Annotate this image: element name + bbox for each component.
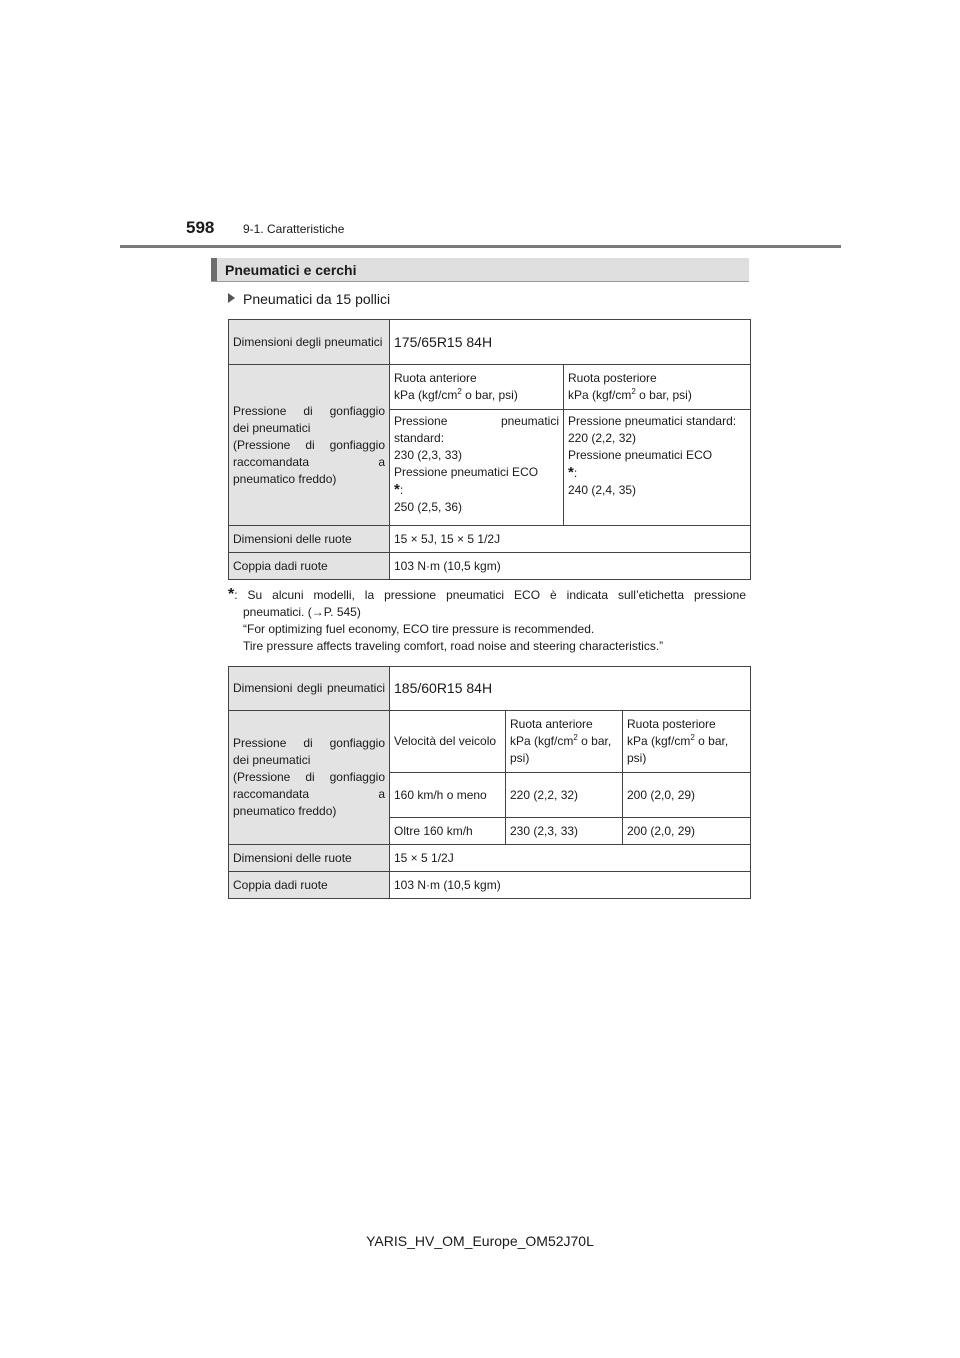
section-title: Pneumatici e cerchi bbox=[225, 262, 357, 278]
chapter-title: 9-1. Caratteristiche bbox=[243, 222, 345, 236]
tire-size-label: Dimensioni degli pneumatici bbox=[229, 320, 390, 365]
tire-spec-table-15in-185 bbox=[228, 666, 751, 899]
table-row bbox=[229, 365, 751, 410]
wheel-size-label: Dimensioni delle ruote bbox=[229, 845, 390, 872]
nut-torque-label: Coppia dadi ruote bbox=[229, 872, 390, 899]
pressure-label: Pressione di gonfiaggio dei pneumatici (Pressione di gonfiaggio raccomandata a pneumatico freddo) bbox=[229, 711, 390, 845]
nut-torque-value: 103 N·m (10,5 kgm) bbox=[390, 553, 751, 580]
rear-pressure-cell: 200 (2,0, 29) bbox=[623, 773, 751, 818]
tire-size-label: Dimensioni degli pneumatici bbox=[229, 667, 390, 711]
header-divider bbox=[120, 245, 841, 248]
front-wheel-header: Ruota anteriore kPa ($kgf/cm^2$ o bar, psi) bbox=[390, 365, 564, 410]
document-footer: YARIS_HV_OM_Europe_OM52J70L bbox=[366, 1233, 594, 1249]
front-pressure-values: Pressione pneumatici standard: 230 (2,3, 33) Pressione pneumatici ECO *: 250 (2,5, 36) bbox=[390, 410, 564, 526]
triangle-bullet-icon bbox=[228, 293, 235, 303]
table-row bbox=[229, 320, 751, 365]
page-number: 598 bbox=[186, 218, 215, 237]
rear-pressure-cell: 200 (2,0, 29) bbox=[623, 818, 751, 845]
subheading bbox=[228, 291, 390, 307]
tire-size-value: 185/60R15 84H bbox=[390, 667, 751, 711]
front-wheel-header: Ruota anteriore kPa ($kgf/cm^2$ o bar, psi) bbox=[506, 711, 623, 773]
rear-pressure-values: Pressione pneumatici standard: 220 (2,2, 32) Pressione pneumatici ECO *: 240 (2,4, 35) bbox=[564, 410, 751, 526]
table-row bbox=[229, 872, 751, 899]
footnote-line-2: pneumatici. (→P. 545) bbox=[243, 605, 361, 619]
speed-cell: Oltre 160 km/h bbox=[390, 818, 506, 845]
footnote-line-4: Tire pressure affects traveling comfort, road noise and steering characteristics.” bbox=[243, 639, 664, 653]
speed-cell: 160 km/h o meno bbox=[390, 773, 506, 818]
table-row bbox=[229, 711, 751, 773]
table-row bbox=[229, 667, 751, 711]
footnote bbox=[228, 586, 746, 655]
rear-wheel-header: Ruota posteriore kPa ($kgf/cm^2$ o bar, psi) bbox=[564, 365, 751, 410]
front-pressure-cell: 220 (2,2, 32) bbox=[506, 773, 623, 818]
tire-spec-table-15in-175 bbox=[228, 319, 751, 580]
table-row bbox=[229, 845, 751, 872]
subheading-text: Pneumatici da 15 pollici bbox=[243, 291, 391, 307]
nut-torque-value: 103 N·m (10,5 kgm) bbox=[390, 872, 751, 899]
tire-size-value: 175/65R15 84H bbox=[390, 320, 751, 365]
vehicle-speed-header: Velocità del veicolo bbox=[390, 711, 506, 773]
table-row bbox=[229, 553, 751, 580]
rear-wheel-header: Ruota posteriore kPa ($kgf/cm^2$ o bar, psi) bbox=[623, 711, 751, 773]
footnote-mark: * bbox=[228, 586, 235, 603]
section-heading-bar bbox=[211, 258, 749, 282]
wheel-size-value: 15 × 5 1/2J bbox=[390, 845, 751, 872]
footnote-line-3: “For optimizing fuel economy, ECO tire pressure is recommended. bbox=[243, 622, 595, 636]
pressure-label: Pressione di gonfiaggio dei pneumatici (Pressione di gonfiaggio raccomandata a pneumatico freddo) bbox=[229, 365, 390, 526]
nut-torque-label: Coppia dadi ruote bbox=[229, 553, 390, 580]
table-row bbox=[229, 526, 751, 553]
wheel-size-value: 15 × 5J, 15 × 5 1/2J bbox=[390, 526, 751, 553]
wheel-size-label: Dimensioni delle ruote bbox=[229, 526, 390, 553]
section-marker bbox=[211, 258, 217, 281]
footnote-line-1: : Su alcuni modelli, la pressione pneumatici ECO è indicata sull’etichetta pressione bbox=[234, 588, 746, 602]
front-pressure-cell: 230 (2,3, 33) bbox=[506, 818, 623, 845]
